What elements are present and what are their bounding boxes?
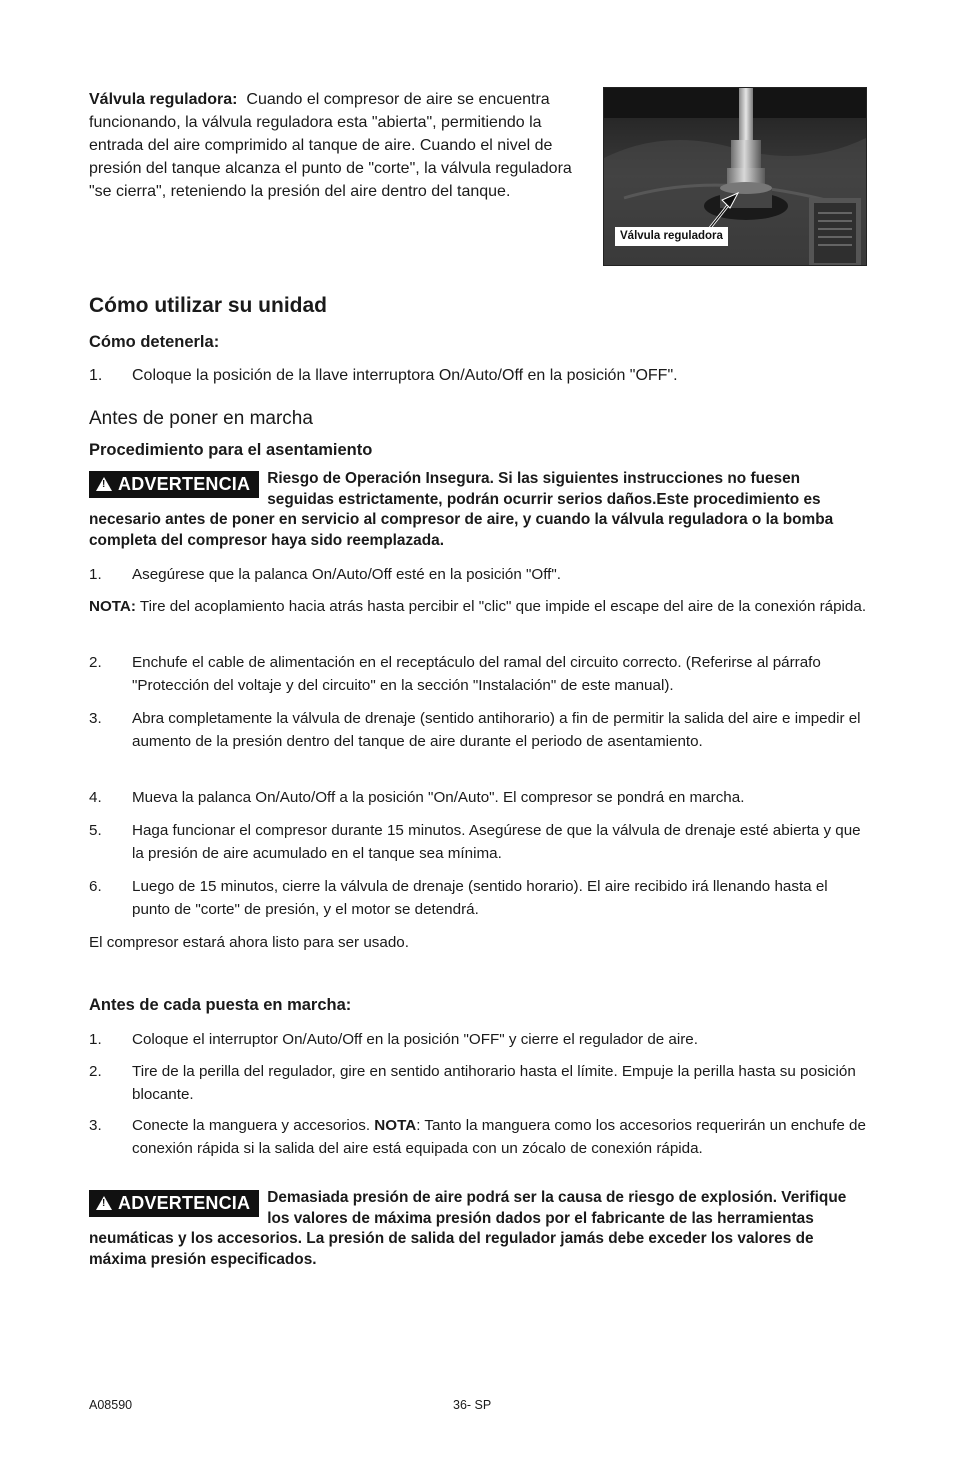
list-item-text: Tire de la perilla del regulador, gire en sentido antihorario hasta el límite. Empuje la perilla hasta su posición blocante. <box>132 1063 856 1103</box>
list-item-text-bold: NOTA <box>374 1117 417 1134</box>
list-item-number: 3. <box>89 1117 102 1134</box>
list-item-number: 5. <box>89 822 102 839</box>
note-text: Tire del acoplamiento hacia atrás hasta percibir el "clic" que impide el escape del aire de la conexión rápida. <box>139 598 867 615</box>
intro-text: Cuando el compresor de aire se encuentra funcionando, la válvula reguladora esta "abierta", permitiendo la entrada del aire comprimido al tanque de aire. Cuando el nivel de presión del tanque alcanza el punto de "corte", la válvula reguladora "se cierra", reteniendo la presión del aire dentro del tanque. <box>89 91 572 200</box>
subtitle-procedimiento: Procedimiento para el asentamiento <box>89 441 373 459</box>
list-item-text: Coloque el interruptor On/Auto/Off en la posición "OFF" y cierre el regulador de aire. <box>132 1031 698 1048</box>
warning-text: Riesgo de Operación Insegura. Si las siguientes instrucciones no fuesen seguidas estrictamente, podrán ocurrir serios daños.Este procedimiento es necesario antes de poner en servicio al compresor de aire, y cuando la válvula reguladora o la bomba completa del compresor haya sido reemplazada. <box>89 470 834 549</box>
list-item-text: Haga funcionar el compresor durante 15 minutos. Asegúrese de que la válvula de drenaje esté abierta y que la presión de aire acumulado en el tanque sea mínima. <box>132 822 861 862</box>
note-label: NOTA: <box>89 598 136 615</box>
warning-badge <box>89 1190 259 1217</box>
list-item-number: 1. <box>89 367 103 384</box>
list-item-number: 6. <box>89 878 102 895</box>
warning-text: Demasiada presión de aire podrá ser la causa de riesgo de explosión. Verifique los valores de máxima presión dados por el fabricante de las herramientas neumáticas y los accesorios. La presión de salida del regulador jamás debe exceder los valores de máxima presión especificados. <box>89 1189 847 1268</box>
list-item-number: 4. <box>89 789 102 806</box>
list-item-text: Enchufe el cable de alimentación en el receptáculo del ramal del circuito correcto. (Referirse al párrafo "Protección del voltaje y del circuito" en la sección "Instalación" de este manual). <box>132 654 821 694</box>
list-item-number: 3. <box>89 710 102 727</box>
list-item-text: Abra completamente la válvula de drenaje (sentido antihorario) a fin de permitir la salida del aire e impedir el aumento de la presión dentro del tanque de aire durante el periodo de asentamiento. <box>132 710 861 750</box>
warning-badge-label: ADVERTENCIA <box>118 1193 251 1213</box>
note-paragraph <box>89 595 869 618</box>
list-item-text-post: : Tanto la manguera como los accesorios requerirán un enchufe de conexión rápida si la salida del aire está equipada con un zócalo de conexión rápida. <box>132 1117 866 1157</box>
list-item-number: 1. <box>89 566 102 583</box>
warning-box-2 <box>89 1188 869 1270</box>
list-item-number: 2. <box>89 654 102 671</box>
list-item-text <box>132 1114 867 1160</box>
photo-label: Válvula reguladora <box>615 227 728 246</box>
section-title-como-utilizar: Cómo utilizar su unidad <box>89 294 328 317</box>
subtitle-antes-de-cada: Antes de cada puesta en marcha: <box>89 996 352 1014</box>
valve-photo <box>603 87 867 266</box>
warning-box-1 <box>89 469 869 551</box>
list-item-text-pre: Conecte la manguera y accesorios. <box>132 1117 375 1134</box>
document-code: A08590 <box>89 1398 133 1412</box>
warning-badge <box>89 471 259 498</box>
section-title-antes-de-poner: Antes de poner en marcha <box>89 408 313 429</box>
intro-label: Válvula reguladora: <box>89 91 238 108</box>
list-item-text: Luego de 15 minutos, cierre la válvula de drenaje (sentido horario). El aire recibido irá llenando hasta el punto de "corte" de presión, y el motor se detendrá. <box>132 878 828 918</box>
list-item-text: Coloque la posición de la llave interruptora On/Auto/Off en la posición "OFF". <box>132 367 678 384</box>
closing-paragraph: El compresor estará ahora listo para ser usado. <box>89 934 409 951</box>
list-item-number: 2. <box>89 1063 102 1080</box>
subtitle-como-detenerla: Cómo detenerla: <box>89 333 220 351</box>
list-item-text: Asegúrese que la palanca On/Auto/Off esté en la posición "Off". <box>132 566 561 583</box>
page-number: 36- SP <box>453 1398 492 1412</box>
list-item-text: Mueva la palanca On/Auto/Off a la posición "On/Auto". El compresor se pondrá en marcha. <box>132 789 745 806</box>
warning-triangle-icon <box>96 1196 112 1210</box>
intro-paragraph <box>89 88 579 203</box>
list-item-number: 1. <box>89 1031 102 1048</box>
warning-badge-label: ADVERTENCIA <box>118 474 251 494</box>
warning-triangle-icon <box>96 477 112 491</box>
